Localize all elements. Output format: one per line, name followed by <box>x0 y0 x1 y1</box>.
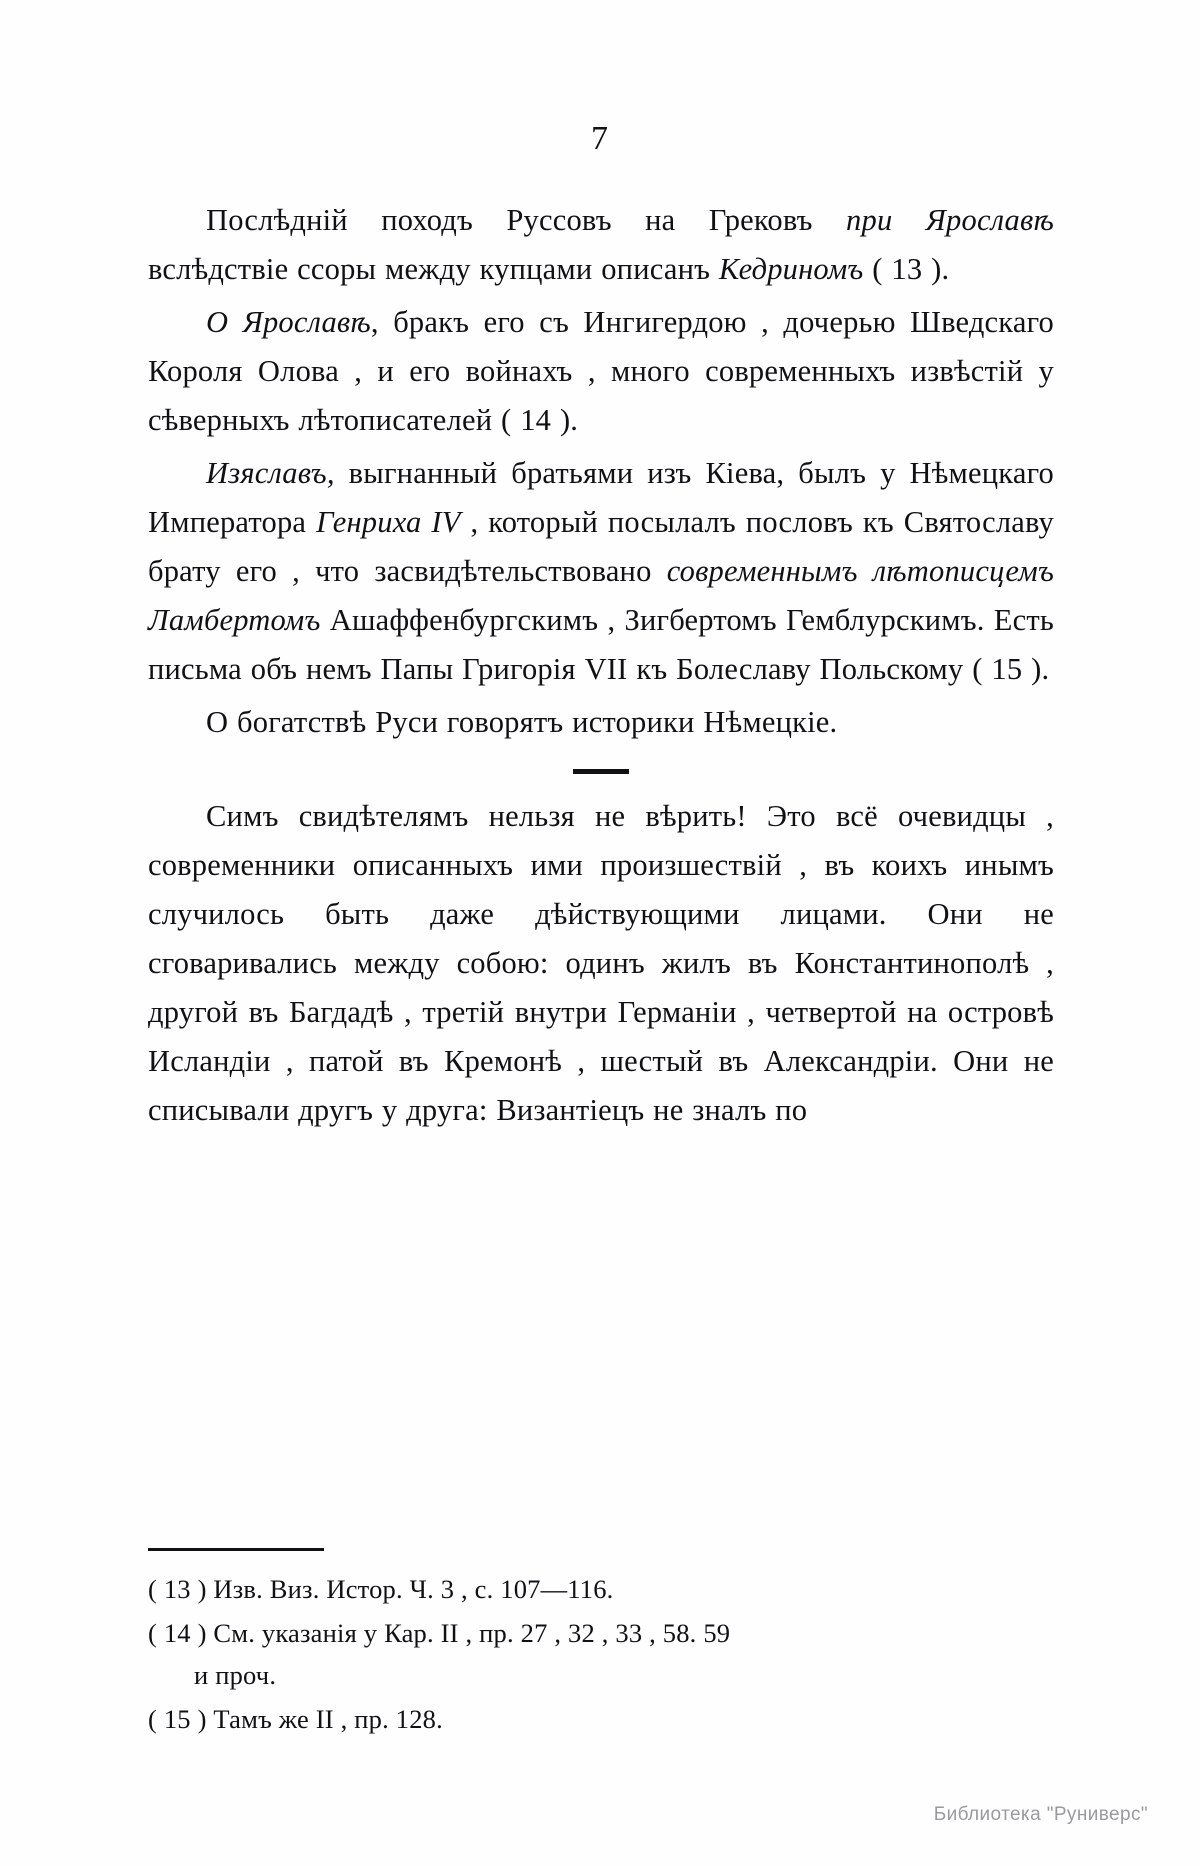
footnote-continuation: и проч. <box>194 1660 277 1690</box>
footnotes-block <box>148 1568 1054 1742</box>
footnote-13 <box>148 1568 1054 1610</box>
run-italic: О Ярославѣ <box>206 305 371 339</box>
paragraph-3 <box>148 449 1054 694</box>
body-text-block <box>148 196 1054 1139</box>
run-italic: современнымъ лѣтописцемъ Ламбертомъ <box>148 554 1054 637</box>
footnote-15 <box>148 1698 1054 1740</box>
run-italic: Генриха IV <box>316 505 461 539</box>
paragraph-5 <box>148 792 1054 1135</box>
run-text: вслѣдствіе ссоры между купцами описанъ <box>148 252 719 286</box>
run-italic: Изяславъ, <box>206 456 335 490</box>
run-text: Послѣдній походъ Руссовъ на Грековъ <box>206 203 847 237</box>
footnote-text: ( 15 ) Тамъ же II , пр. 128. <box>148 1704 443 1734</box>
paragraph-1 <box>148 196 1054 294</box>
run-text: выгнанный братьями изъ Кіева, былъ у Нѣмецкаго Императора <box>148 456 1054 539</box>
footnote-separator-rule <box>148 1548 324 1551</box>
run-text: , который посылалъ пословъ къ Святославу брату его , что засвидѣтельствовано <box>148 505 1054 588</box>
run-text: Симъ свидѣтелямъ нельзя не вѣрить! Это всё очевидцы , современники описанныхъ ими произшествій , въ коихъ инымъ случилось быть даже дѣйствующими лицами. Они не сговаривались между собою: одинъ жилъ въ Константинополѣ , другой въ Багдадѣ , третій внутри Германіи , четвертой на островѣ Исландіи , патой въ Кремонѣ , шестый въ Александріи. Они не списывали другъ у друга: Византіецъ не зналъ по <box>148 799 1054 1127</box>
library-watermark: Библиотека "Руниверс" <box>933 1804 1148 1825</box>
section-divider <box>573 769 629 774</box>
run-italic: Кедриномъ <box>718 252 864 286</box>
run-text: ( 13 ). <box>863 252 950 286</box>
run-text: , бракъ его съ Ингигердою , дочерью Шведскаго Короля Олова , и его войнахъ , много современныхъ извѣстій у сѣверныхъ лѣтописателей ( 14 ). <box>148 305 1054 437</box>
footnote-text: ( 13 ) Изв. Виз. Истор. Ч. 3 , с. 107—116. <box>148 1574 614 1604</box>
footnote-text: ( 14 ) См. указанія у Кар. II , пр. 27 , 32 , 33 , 58. 59 <box>148 1618 731 1648</box>
run-italic: при Ярославѣ <box>846 203 1054 237</box>
page-number: 7 <box>591 120 609 157</box>
run-text: Ашаффенбургскимъ , Зигбертомъ Гемблурскимъ. Есть письма объ немъ Папы Григорія VII къ Болеславу Польскому ( 15 ). <box>148 603 1054 686</box>
run-text: О богатствѣ Руси говорятъ историки Нѣмецкіе. <box>206 705 838 739</box>
paragraph-4 <box>148 698 1054 747</box>
paragraph-2 <box>148 298 1054 445</box>
footnote-14 <box>148 1612 1054 1696</box>
